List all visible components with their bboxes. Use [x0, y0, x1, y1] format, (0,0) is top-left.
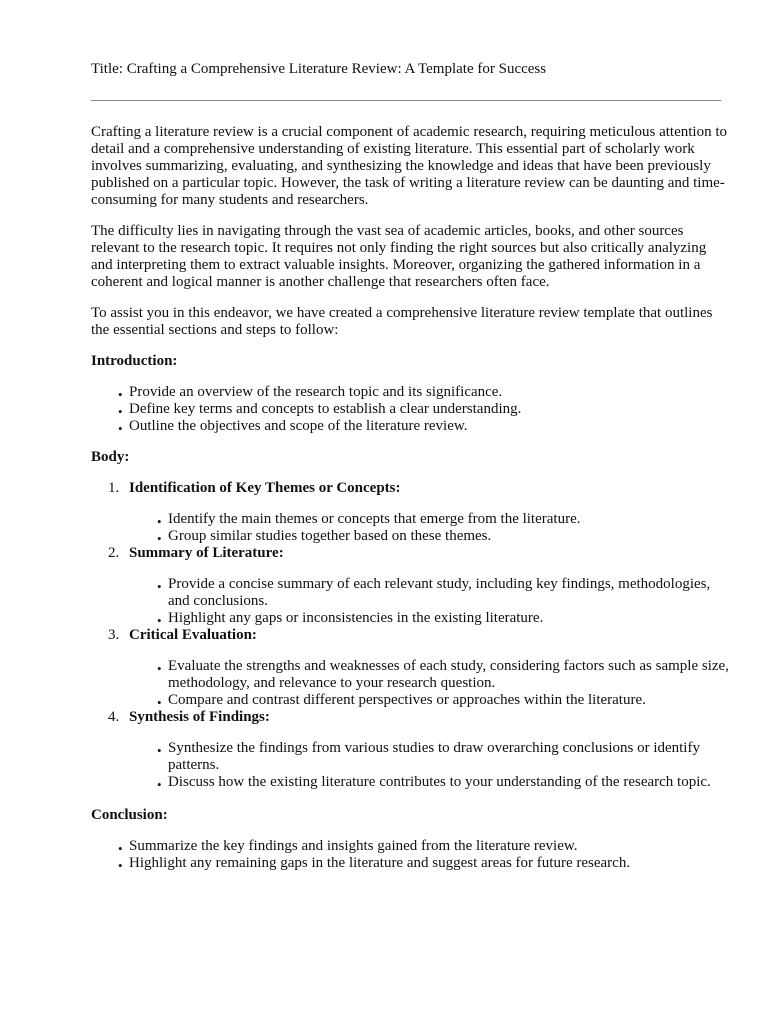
body-section-4	[91, 709, 731, 791]
body-section-1	[91, 480, 731, 545]
list-item: • Provide a concise summary of each relevant study, including key findings, methodologies, and conclusions.	[157, 576, 731, 610]
document-title: Title: Crafting a Comprehensive Literature Review: A Template for Success	[91, 61, 547, 77]
conclusion-list	[91, 838, 731, 872]
section-number: 4.	[108, 709, 120, 725]
section-bullets	[91, 740, 731, 791]
body-section-2	[91, 545, 731, 627]
section-heading: Summary of Literature:	[129, 545, 284, 561]
list-item: • Define key terms and concepts to establish a clear understanding.	[118, 401, 731, 418]
list-item: • Synthesize the findings from various studies to draw overarching conclusions or identify patterns.	[157, 740, 731, 774]
introduction-heading: Introduction:	[91, 353, 178, 369]
intro-paragraph-1: Crafting a literature review is a crucial component of academic research, requiring meticulous attention to detail and a comprehensive understanding of existing literature. This essential part of scholarly work involves summarizing, evaluating, and synthesizing the knowledge and ideas that have been previously published on a particular topic. However, the task of writing a literature review can be daunting and time-consuming for many students and researchers.	[91, 124, 727, 208]
section-heading: Critical Evaluation:	[129, 627, 257, 643]
list-item: • Provide an overview of the research topic and its significance.	[118, 384, 731, 401]
section-heading: Synthesis of Findings:	[129, 709, 270, 725]
list-item: • Group similar studies together based on these themes.	[157, 528, 731, 545]
introduction-list	[91, 384, 731, 435]
list-item: • Discuss how the existing literature contributes to your understanding of the research topic.	[157, 774, 731, 791]
list-item: • Identify the main themes or concepts that emerge from the literature.	[157, 511, 731, 528]
document-body	[91, 124, 731, 886]
body-section-3	[91, 627, 731, 709]
list-item: • Highlight any gaps or inconsistencies in the existing literature.	[157, 610, 731, 627]
list-item: • Compare and contrast different perspectives or approaches within the literature.	[157, 692, 731, 709]
intro-paragraph-2: The difficulty lies in navigating through the vast sea of academic articles, books, and other sources relevant to the research topic. It requires not only finding the right sources but also critically analyzing and interpreting them to extract valuable insights. Moreover, organizing the gathered information in a coherent and logical manner is another challenge that researchers often face.	[91, 223, 707, 290]
section-number: 2.	[108, 545, 120, 561]
list-item: • Outline the objectives and scope of the literature review.	[118, 418, 731, 435]
section-number: 1.	[108, 480, 120, 496]
section-bullets	[91, 576, 731, 627]
body-section-list	[91, 480, 731, 791]
section-heading: Identification of Key Themes or Concepts:	[129, 480, 401, 496]
section-bullets	[91, 511, 731, 545]
list-item: • Highlight any remaining gaps in the literature and suggest areas for future research.	[118, 855, 731, 872]
conclusion-heading: Conclusion:	[91, 807, 168, 823]
body-heading: Body:	[91, 449, 130, 465]
section-number: 3.	[108, 627, 120, 643]
intro-paragraph-3: To assist you in this endeavor, we have created a comprehensive literature review template that outlines the essential sections and steps to follow:	[91, 305, 713, 338]
section-bullets	[91, 658, 731, 709]
title-divider	[91, 100, 721, 101]
list-item: • Summarize the key findings and insights gained from the literature review.	[118, 838, 731, 855]
list-item: • Evaluate the strengths and weaknesses of each study, considering factors such as sample size, methodology, and relevance to your research question.	[157, 658, 731, 692]
